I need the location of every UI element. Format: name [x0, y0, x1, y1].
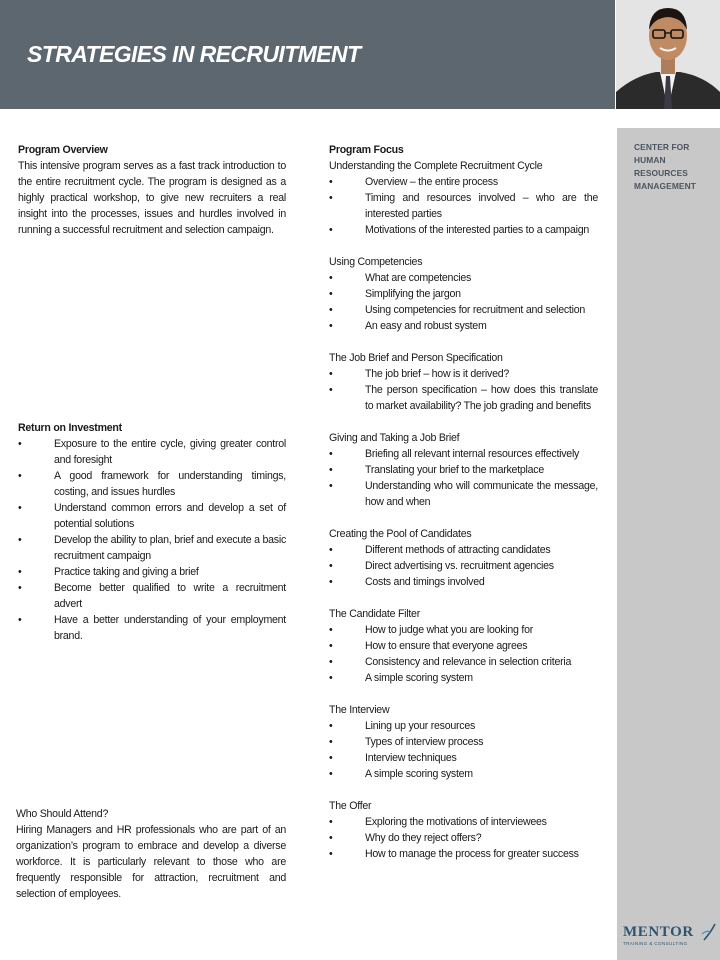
focus-list: [329, 366, 598, 414]
focus-list: [329, 174, 598, 238]
sidebar-title: CENTER FOR HUMAN RESOURCES MANAGEMENT: [634, 142, 696, 191]
list-item: • Become better qualified to write a recruitment advert: [18, 580, 286, 612]
roi-section: [18, 420, 286, 644]
roi-list: [18, 436, 286, 644]
list-item: • Understanding who will communicate the message, how and when: [329, 478, 598, 510]
focus-list: [329, 814, 598, 862]
list-item: • Interview techniques: [329, 750, 598, 766]
focus-list: [329, 718, 598, 782]
overview-section: [18, 142, 286, 238]
focus-list: [329, 446, 598, 510]
logo-name: MENTOR: [623, 924, 694, 940]
list-item: • A simple scoring system: [329, 766, 598, 782]
roi-heading: Return on Investment: [18, 422, 122, 434]
focus-section: [329, 142, 598, 862]
list-item: • An easy and robust system: [329, 318, 598, 334]
list-item: • Costs and timings involved: [329, 574, 598, 590]
list-item: • The person specification – how does this translate to market availability? The job grading and benefits: [329, 382, 598, 414]
list-item: • Simplifying the jargon: [329, 286, 598, 302]
focus-subheading: The Offer: [329, 800, 372, 812]
attend-text: Hiring Managers and HR professionals who are part of an organization’s program to embrace and develop a diverse workforce. It is particularly relevant to those who are frequently responsible for attraction, recruitment and selection of employees.: [16, 824, 286, 900]
professional-man-portrait-icon: [616, 0, 720, 109]
focus-subheading: The Interview: [329, 704, 390, 716]
attend-section: [16, 806, 286, 902]
overview-heading: Program Overview: [18, 144, 108, 156]
list-item: • Overview – the entire process: [329, 174, 598, 190]
focus-list: [329, 622, 598, 686]
list-item: • What are competencies: [329, 270, 598, 286]
header-banner: [0, 0, 615, 109]
attend-heading: Who Should Attend?: [16, 808, 109, 820]
focus-subheading: The Job Brief and Person Specification: [329, 352, 503, 364]
list-item: • How to manage the process for greater success: [329, 846, 598, 862]
list-item: • Timing and resources involved – who are the interested parties: [329, 190, 598, 222]
list-item: • Have a better understanding of your employment brand.: [18, 612, 286, 644]
focus-subheading: Creating the Pool of Candidates: [329, 528, 472, 540]
list-item: • Motivations of the interested parties to a campaign: [329, 222, 598, 238]
list-item: • Translating your brief to the marketplace: [329, 462, 598, 478]
overview-text: This intensive program serves as a fast track introduction to the entire recruitment cycle. The program is designed as a highly practical workshop, to give new recruiters a real insight into the processes, issues and hurdles involved in running a successful recruitment and selection campaign.: [18, 160, 286, 236]
list-item: • How to judge what you are looking for: [329, 622, 598, 638]
list-item: • Using competencies for recruitment and selection: [329, 302, 598, 318]
list-item: • Lining up your resources: [329, 718, 598, 734]
list-item: • Develop the ability to plan, brief and execute a basic recruitment campaign: [18, 532, 286, 564]
focus-sections: [329, 158, 598, 862]
focus-subheading: The Candidate Filter: [329, 608, 420, 620]
focus-heading: Program Focus: [329, 144, 404, 156]
focus-list: [329, 270, 598, 334]
focus-list: [329, 542, 598, 590]
list-item: • Direct advertising vs. recruitment agencies: [329, 558, 598, 574]
list-item: • A good framework for understanding timings, costing, and issues hurdles: [18, 468, 286, 500]
list-item: • The job brief – how is it derived?: [329, 366, 598, 382]
focus-subheading: Understanding the Complete Recruitment Cycle: [329, 160, 543, 172]
logo-swoosh-icon: [701, 922, 717, 942]
list-item: • Understand common errors and develop a set of potential solutions: [18, 500, 286, 532]
list-item: • Practice taking and giving a brief: [18, 564, 286, 580]
list-item: • Types of interview process: [329, 734, 598, 750]
list-item: • Different methods of attracting candidates: [329, 542, 598, 558]
sidebar-panel: [617, 128, 720, 960]
list-item: • How to ensure that everyone agrees: [329, 638, 598, 654]
focus-subheading: Using Competencies: [329, 256, 423, 268]
list-item: • Exploring the motivations of interviewees: [329, 814, 598, 830]
list-item: • Exposure to the entire cycle, giving greater control and foresight: [18, 436, 286, 468]
list-item: • Why do they reject offers?: [329, 830, 598, 846]
list-item: • Consistency and relevance in selection criteria: [329, 654, 598, 670]
page-title: STRATEGIES IN RECRUITMENT: [27, 41, 361, 67]
logo-tagline: TRAINING & CONSULTING: [623, 941, 688, 946]
mentor-logo: [623, 924, 717, 954]
list-item: • Briefing all relevant internal resources effectively: [329, 446, 598, 462]
list-item: • A simple scoring system: [329, 670, 598, 686]
focus-subheading: Giving and Taking a Job Brief: [329, 432, 460, 444]
